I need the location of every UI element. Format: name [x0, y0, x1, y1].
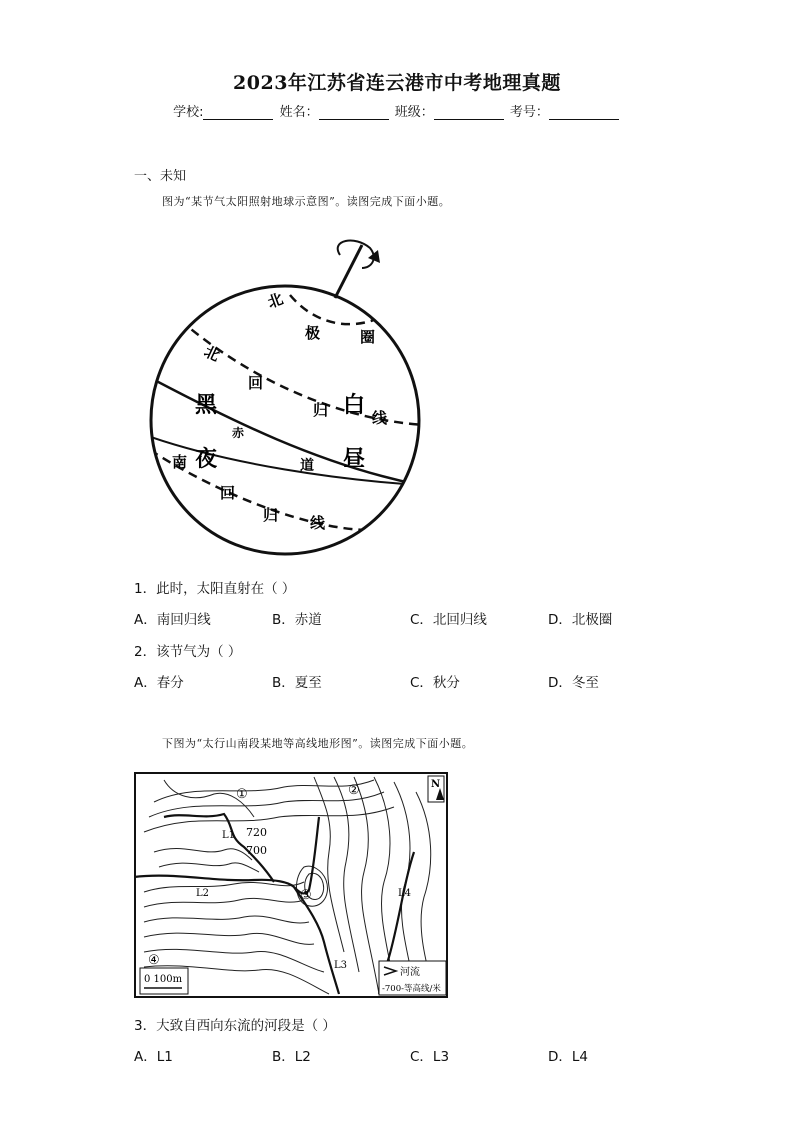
svg-text:黑: 黑 [195, 392, 218, 418]
q1-option-c[interactable]: C．北回归线 [410, 612, 487, 628]
q3-option-b[interactable]: B．L2 [272, 1049, 311, 1065]
svg-text:线: 线 [310, 514, 326, 532]
svg-text:回: 回 [248, 374, 264, 392]
student-info-line [0, 101, 794, 120]
q2-option-c[interactable]: C．秋分 [410, 675, 460, 691]
q2-option-a[interactable]: A．春分 [134, 675, 184, 691]
q3-option-c[interactable]: C．L3 [410, 1049, 450, 1065]
intro-figure2: 下图为“太行山南段某地等高线地形图”。读图完成下面小题。 [162, 737, 474, 750]
q1-option-b[interactable]: B．赤道 [272, 612, 322, 628]
q2-option-b[interactable]: B．夏至 [272, 675, 322, 691]
globe-figure [140, 230, 430, 560]
exam-no-blank[interactable] [549, 105, 619, 120]
q3-option-a[interactable]: A．L1 [134, 1049, 173, 1065]
legend-river-label: 河流 [400, 967, 420, 978]
site-2-label: ② [348, 783, 360, 798]
class-label: 班级： [394, 105, 434, 120]
legend-contour-label: -700-等高线/米 [382, 984, 441, 994]
svg-text:北: 北 [201, 342, 223, 365]
l4-label: L4 [398, 888, 412, 899]
intro-figure1: 图为“某节气太阳照射地球示意图”。读图完成下面小题。 [162, 195, 451, 208]
school-label: 学校: [173, 105, 204, 120]
name-blank[interactable] [319, 105, 389, 120]
svg-text:归: 归 [313, 401, 329, 419]
q1-option-d[interactable]: D．北极圈 [548, 612, 613, 628]
site-1-label: ① [236, 787, 248, 802]
q3-option-d[interactable]: D．L4 [548, 1049, 589, 1065]
l2-label: L2 [196, 888, 210, 899]
svg-text:极: 极 [305, 324, 321, 342]
q2-option-d[interactable]: D．冬至 [548, 675, 599, 691]
l1-label: L1 [222, 830, 236, 841]
l3-label: L3 [334, 960, 348, 971]
svg-text:北: 北 [265, 289, 286, 312]
question-2: 2．该节气为（ ） [134, 644, 242, 660]
class-blank[interactable] [434, 105, 504, 120]
site-4-label: ④ [148, 953, 160, 968]
contour-720-label: 720 [246, 826, 267, 839]
svg-text:圈: 圈 [360, 328, 376, 346]
svg-text:道: 道 [300, 458, 314, 474]
question-3: 3．大致自西向东流的河段是（ ） [134, 1018, 336, 1034]
page-title: 2023年江苏省连云港市中考地理真题 [233, 72, 561, 94]
svg-text:回: 回 [220, 484, 236, 502]
section-heading: 一、未知 [134, 169, 187, 184]
svg-text:夜: 夜 [195, 446, 218, 472]
north-label: N [431, 779, 441, 790]
site-3-label: ③ [300, 888, 312, 903]
svg-text:线: 线 [372, 409, 388, 427]
svg-text:南: 南 [172, 453, 188, 471]
school-blank[interactable] [203, 105, 273, 120]
name-label: 姓名： [279, 105, 319, 120]
svg-text:昼: 昼 [343, 446, 366, 472]
scale-label: 0 100m [144, 974, 183, 985]
svg-text:归: 归 [263, 506, 279, 524]
svg-text:赤: 赤 [232, 426, 245, 440]
contour-map-figure [134, 772, 448, 998]
exam-no-label: 考号： [509, 105, 549, 120]
contour-700-label: 700 [246, 844, 267, 857]
svg-text:白: 白 [343, 392, 366, 418]
question-1: 1．此时，太阳直射在（ ） [134, 581, 296, 597]
q1-option-a[interactable]: A．南回归线 [134, 612, 211, 628]
